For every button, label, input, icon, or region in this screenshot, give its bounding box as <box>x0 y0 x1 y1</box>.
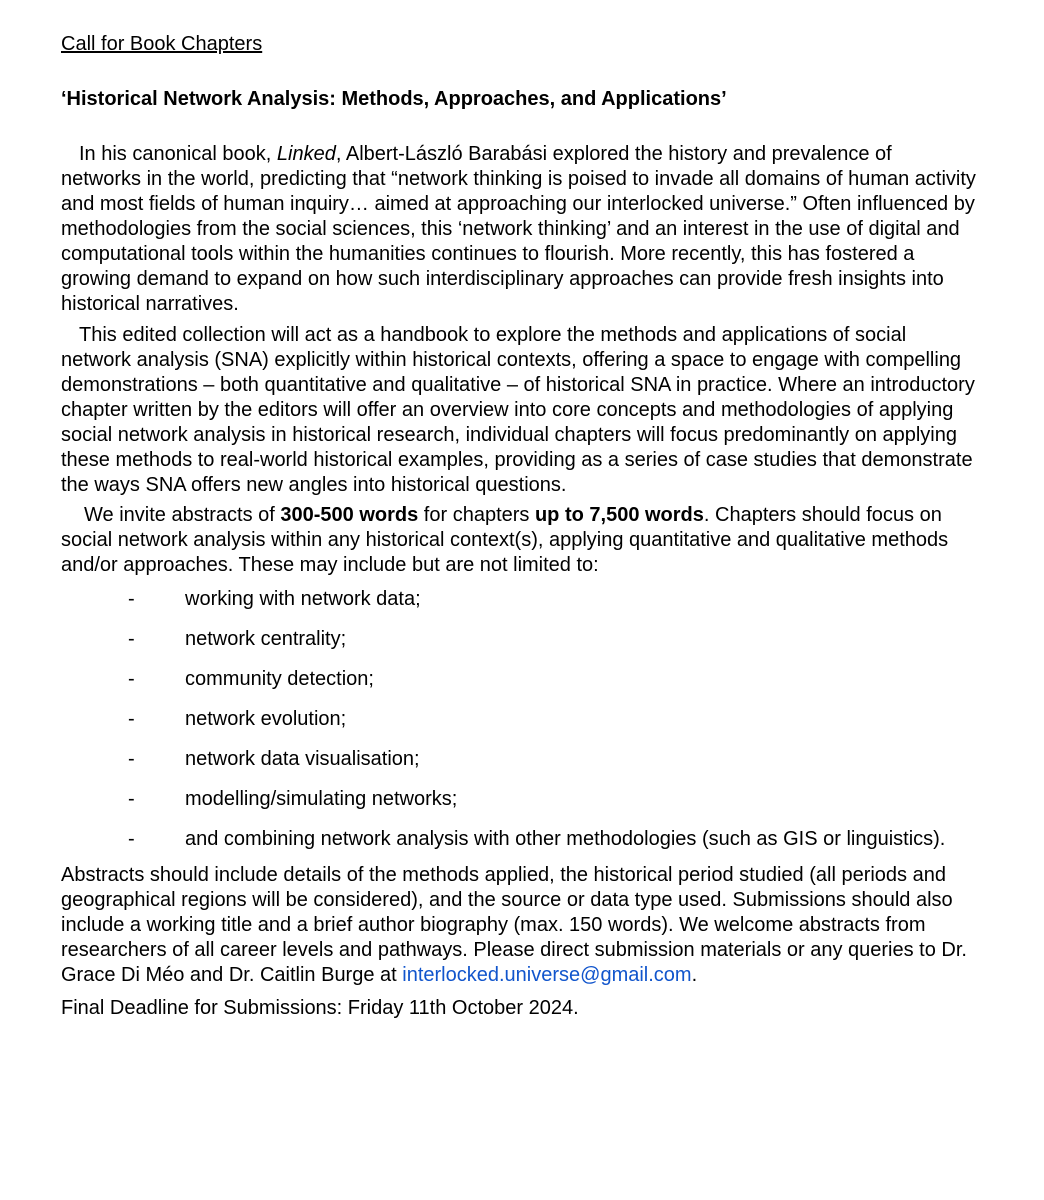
list-item <box>61 627 976 652</box>
list-bullet: - <box>128 748 135 770</box>
invitation-text-1: We invite abstracts of <box>84 504 281 526</box>
deadline-text: Final Deadline for Submissions: Friday 11th October 2024. <box>61 997 579 1019</box>
list-item-text: working with network data; <box>185 588 421 610</box>
intro-text-after: , Albert-László Barabási explored the history and prevalence of networks in the world, predicting that “network thinking is poised to invade all domains of human activity and most fields of human inquiry… aimed at approaching our interlocked universe.” Often influenced by methodologies from the social sciences, this ‘network thinking’ and an interest in the use of digital and computational tools within the humanities continues to flourish. More recently, this has fostered a growing demand to expand on how such interdisciplinary approaches can provide fresh insights into historical narratives. <box>61 143 976 315</box>
invitation-text-2: for chapters <box>418 504 535 526</box>
list-item <box>61 787 976 812</box>
chapter-length: up to 7,500 words <box>534 504 704 526</box>
list-item <box>61 587 976 612</box>
book-title: ‘Historical Network Analysis: Methods, Approaches, and Applications’ <box>61 88 727 110</box>
list-item-text: and combining network analysis with other methodologies (such as GIS or linguistics). <box>185 828 946 850</box>
call-for-chapters-heading: Call for Book Chapters <box>61 33 263 55</box>
list-item <box>61 667 976 692</box>
topics-list <box>61 587 976 852</box>
list-item <box>61 827 976 852</box>
list-item-text: network evolution; <box>185 708 347 730</box>
list-item-text: community detection; <box>185 668 374 690</box>
list-bullet: - <box>128 708 135 730</box>
abstract-length: 300-500 words <box>280 504 419 526</box>
submission-text: Abstracts should include details of the methods applied, the historical period studied (all periods and geographical regions will be considered), and the source or data type used. Submissions should also include a working title and a brief author biography (max. 150 words). We welcome abstracts from researchers of all career levels and pathways. Please direct submission materials or any queries to Dr. Grace Di Méo and Dr. Caitlin Burge at <box>61 864 967 986</box>
intro-paragraph <box>61 142 976 317</box>
list-item-text: network data visualisation; <box>185 748 420 770</box>
invitation-paragraph <box>61 503 976 578</box>
list-item <box>61 747 976 772</box>
book-name-linked: Linked <box>276 143 336 165</box>
list-bullet: - <box>128 788 135 810</box>
list-bullet: - <box>128 828 135 850</box>
intro-text-before: In his canonical book, <box>79 143 277 165</box>
submission-paragraph <box>61 863 976 988</box>
list-bullet: - <box>128 668 135 690</box>
list-item-text: modelling/simulating networks; <box>185 788 458 810</box>
submission-period: . <box>691 964 698 986</box>
collection-paragraph: This edited collection will act as a handbook to explore the methods and applications of social network analysis (SNA) explicitly within historical contexts, offering a space to engage with compelling demonstrations – both quantitative and qualitative – of historical SNA in practice. Where an introductory chapter written by the editors will offer an overview into core concepts and methodologies of applying social network analysis in historical research, individual chapters will focus predominantly on applying these methods to real-world historical examples, providing as a series of case studies that demonstrate the ways SNA offers new angles into historical questions. <box>61 324 975 496</box>
list-item <box>61 707 976 732</box>
list-item-text: network centrality; <box>185 628 347 650</box>
list-bullet: - <box>128 628 135 650</box>
contact-email-link[interactable]: interlocked.universe@gmail.com <box>402 964 692 986</box>
document-page <box>61 32 976 1021</box>
invitation-text-3: . Chapters should focus on social network analysis within any historical context(s), applying quantitative and qualitative methods and/or approaches. These may include but are not limited to: <box>61 504 949 576</box>
list-bullet: - <box>128 588 135 610</box>
